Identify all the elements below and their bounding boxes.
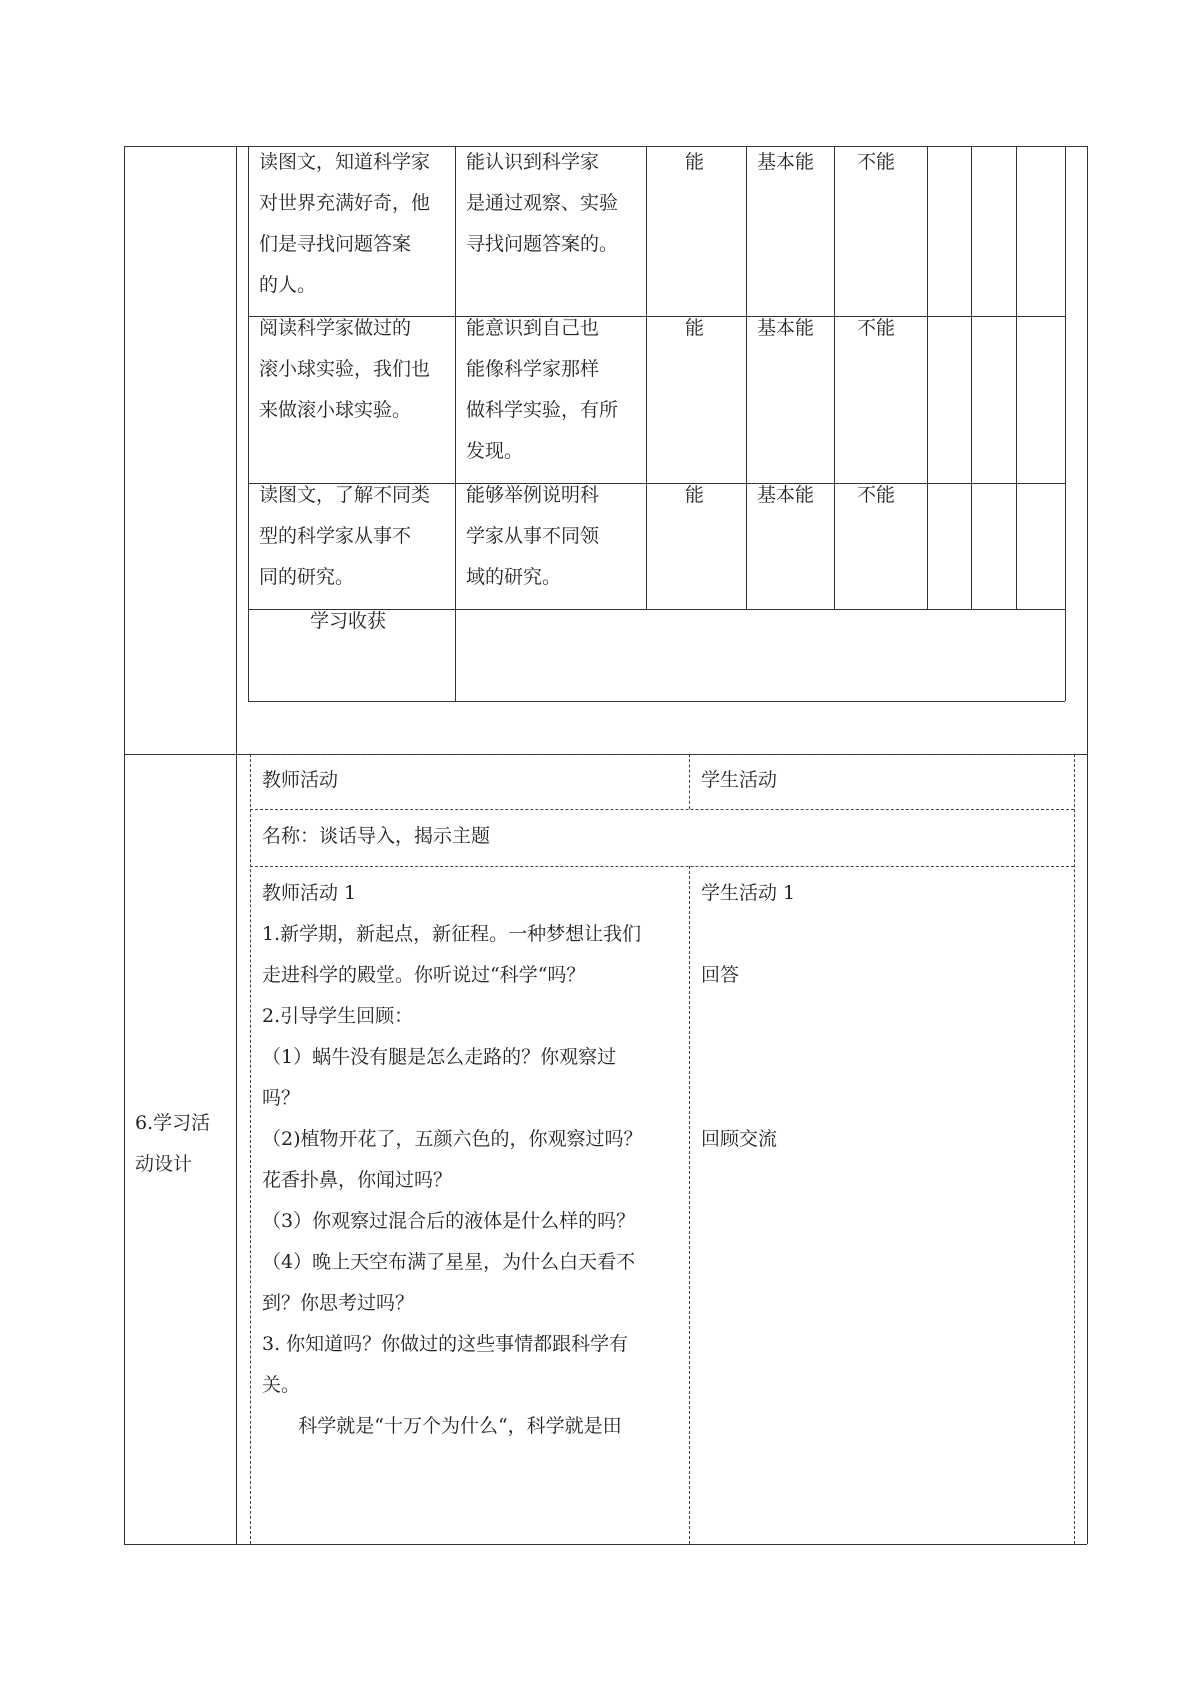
- section-6-label: 6.学习活 动设计: [135, 1112, 211, 1175]
- eval-row-2-level-basic: 基本能: [757, 317, 815, 339]
- eval-row-3-level-can: 能: [685, 484, 705, 506]
- eval-row-1-level-basic: 基本能: [757, 151, 815, 173]
- eval-row-3-level-cannot: 不能: [857, 484, 896, 506]
- student-activity-header: 学生活动: [701, 769, 778, 791]
- eval-row-1-goal: 能认识到科学家 是通过观察、实验 寻找问题答案的。: [466, 151, 619, 255]
- eval-row-1-level-can: 能: [685, 151, 705, 173]
- eval-row-1-content: 读图文，知道科学家 对世界充满好奇，他 们是寻找问题答案 的人。: [259, 151, 431, 296]
- teacher-activity-1: 教师活动 1 1.新学期，新起点，新征程。一种梦想让我们 走进科学的殿堂。你听说过“科学“吗？ 2.引导学生回顾： （1）蜗牛没有腿是怎么走路的？你观察过 吗？ （2)植物开花了，五颜六色的，你观察过吗？ 花香扑鼻，你闻过吗？ （3）你观察过混合后的液体是什么样的吗？ （4）晚上天空布满了星星，为什么白天看不 到？你思考过吗？ 3. 你知道吗？你做过的这些事情都跟科学有 关。 科学就是“十万个为什么“，科学就是田: [262, 882, 643, 1437]
- eval-row-3-content: 读图文，了解不同类 型的科学家从事不 同的研究。: [259, 484, 431, 588]
- teacher-activity-header: 教师活动: [262, 769, 339, 791]
- eval-row-2-level-can: 能: [685, 317, 705, 339]
- activity-name: 名称：谈话导入，揭示主题: [262, 825, 491, 847]
- eval-row-3-goal: 能够举例说明科 学家从事不同领 域的研究。: [466, 484, 600, 588]
- eval-row-2-content: 阅读科学家做过的 滚小球实验，我们也 来做滚小球实验。: [259, 317, 431, 421]
- student-activity-1: 学生活动 1 回答 回顾交流: [701, 882, 796, 1150]
- eval-row-2-level-cannot: 不能: [857, 317, 896, 339]
- eval-row-1-level-cannot: 不能: [857, 151, 896, 173]
- eval-row-2-goal: 能意识到自己也 能像科学家那样 做科学实验，有所 发现。: [466, 317, 619, 462]
- eval-row-3-level-basic: 基本能: [757, 484, 815, 506]
- learning-harvest-label: 学习收获: [310, 610, 387, 632]
